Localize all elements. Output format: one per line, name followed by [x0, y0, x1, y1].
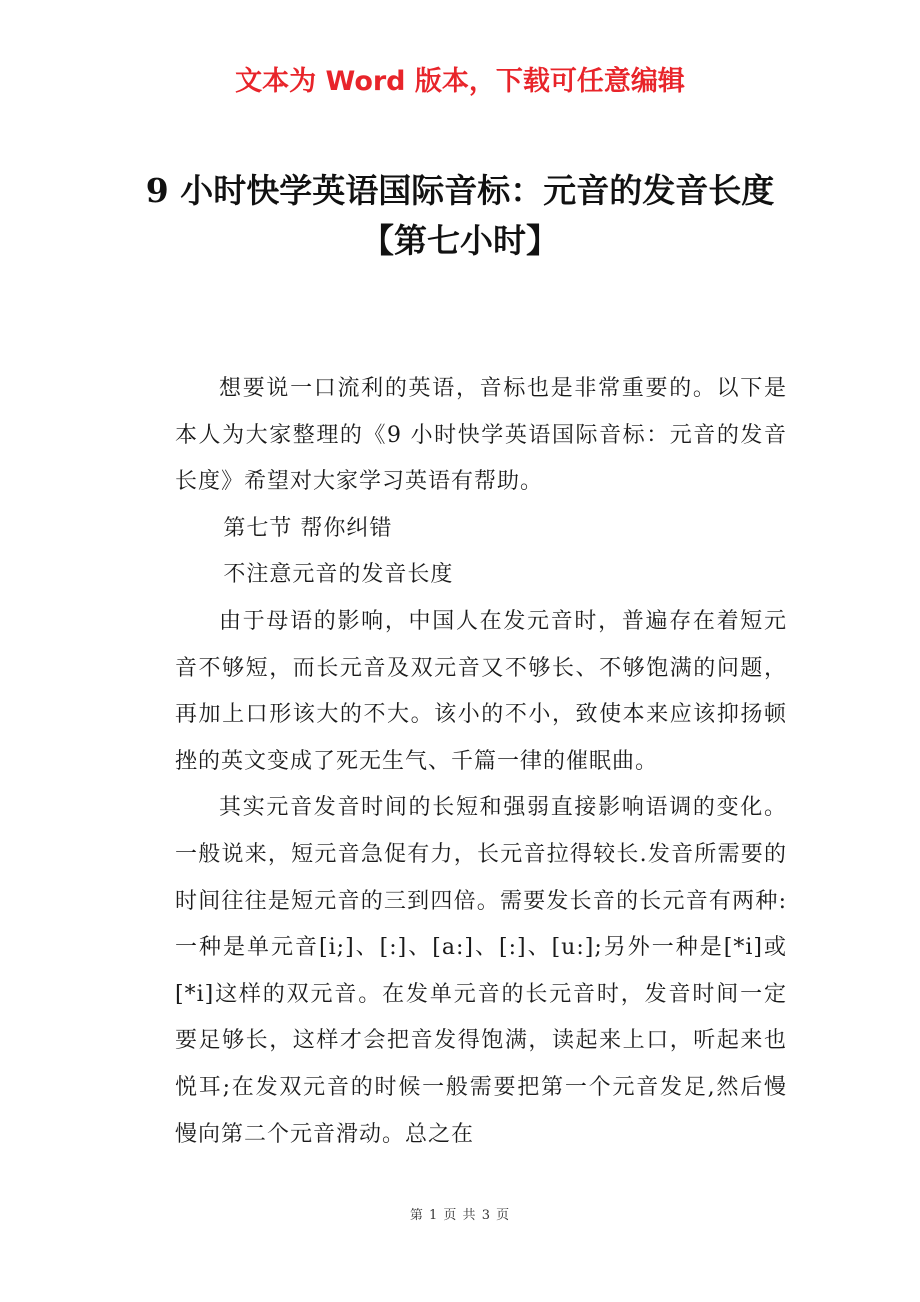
document-title: [60, 166, 860, 266]
document-body: [175, 366, 787, 1158]
title-line-1: 9 小时快学英语国际音标：元音的发音长度: [145, 171, 775, 210]
intro-paragraph: 想要说一口流利的英语，音标也是非常重要的。以下是本人为大家整理的《9 小时快学英语国际音标：元音的发音长度》希望对大家学习英语有帮助。: [175, 376, 787, 495]
section-heading: 第七节 帮你纠错: [223, 515, 393, 541]
body-paragraph: 由于母语的影响，中国人在发元音时，普遍存在着短元音不够短，而长元音及双元音又不够长、不够饱满的问题，再加上口形该大的不大。该小的不小，致使本来应该抑扬顿挫的英文变成了死无生气、千篇一律的催眠曲。: [175, 608, 787, 774]
body-paragraph: 其实元音发音时间的长短和强弱直接影响语调的变化。一般说来，短元音急促有力，长元音拉得较长.发音所需要的时间往往是短元音的三到四倍。需要发长音的长元音有两种:一种是单元音[i;]、[:]、[a:]、[:]、[u:];另外一种是[*i]或[*i]这样的双元音。在发单元音的长元音时，发音时间一定要足够长，这样才会把音发得饱满，读起来上口，听起来也悦耳;在发双元音的时候一般需要把第一个元音发足,然后慢慢向第二个元音滑动。总之在: [175, 795, 787, 1147]
page-footer: 第 1 页 共 3 页: [409, 1208, 511, 1223]
title-line-2: 【第七小时】: [361, 221, 559, 260]
section-subheading: 不注意元音的发音长度: [223, 562, 454, 588]
download-banner: 文本为 Word 版本，下载可任意编辑: [235, 66, 685, 97]
